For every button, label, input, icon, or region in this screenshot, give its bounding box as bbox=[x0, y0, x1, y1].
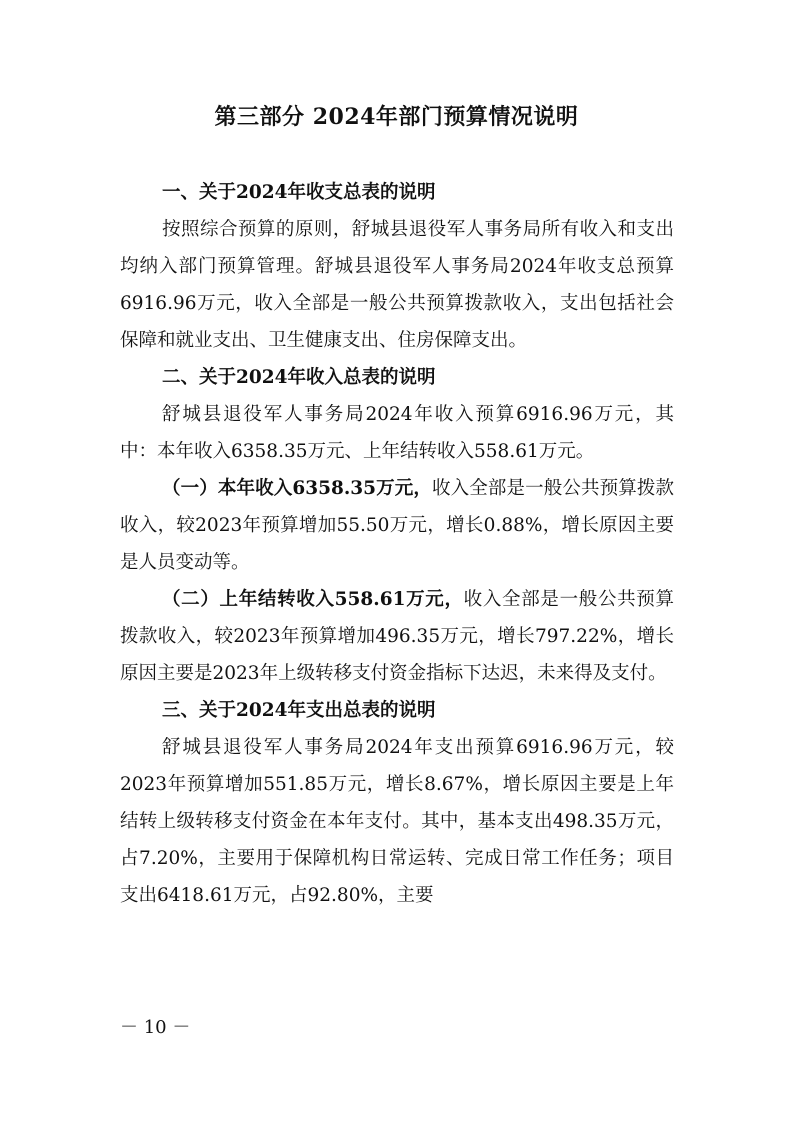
paragraph-1-1: 按照综合预算的原则，舒城县退役军人事务局所有收入和支出均纳入部门预算管理。舒城县退役军人事务局2024年收支总预算6916.96万元，收入全部是一般公共预算拨款收入，支出包括社会保障和就业支出、卫生健康支出、住房保障支出。 bbox=[120, 219, 674, 351]
page-number: － 10 － bbox=[120, 1017, 191, 1038]
subitem-text: 收入全部是一般公共预算拨款收入，较2023年预算增加496.35万元，增长797.22%，增长原因主要是2023年上级转移支付资金指标下达迟，未来得及支付。 bbox=[120, 589, 674, 684]
paragraph-3-1: 舒城县退役军人事务局2024年支出预算6916.96万元，较2023年预算增加551.85万元，增长8.67%，增长原因主要是上年结转上级转移支付资金在本年支付。其中，基本支出498.35万元，占7.20%，主要用于保障机构日常运转、完成日常工作任务；项目支出6418.61万元，占92.80%，主要 bbox=[120, 737, 674, 906]
section-heading-3: 三、关于2024年支出总表的说明 bbox=[162, 700, 436, 721]
document-body bbox=[120, 174, 674, 914]
subitem-text: 收入全部是一般公共预算拨款收入，较2023年预算增加55.50万元，增长0.88%，增长原因主要是人员变动等。 bbox=[120, 478, 674, 573]
section-heading-1: 一、关于2024年收支总表的说明 bbox=[162, 182, 436, 203]
subitem-2-1 bbox=[120, 470, 674, 581]
page-title: 第三部分 2024年部门预算情况说明 bbox=[214, 104, 579, 130]
subitem-lead: （一）本年收入6358.35万元， bbox=[162, 478, 433, 499]
subitem-2-2 bbox=[120, 581, 674, 692]
paragraph-2-1: 舒城县退役军人事务局2024年收入预算6916.96万元，其中：本年收入6358.35万元、上年结转收入558.61万元。 bbox=[120, 404, 674, 462]
section-heading-2: 二、关于2024年收入总表的说明 bbox=[162, 367, 436, 388]
subitem-lead: （二）上年结转收入558.61万元， bbox=[162, 589, 464, 610]
